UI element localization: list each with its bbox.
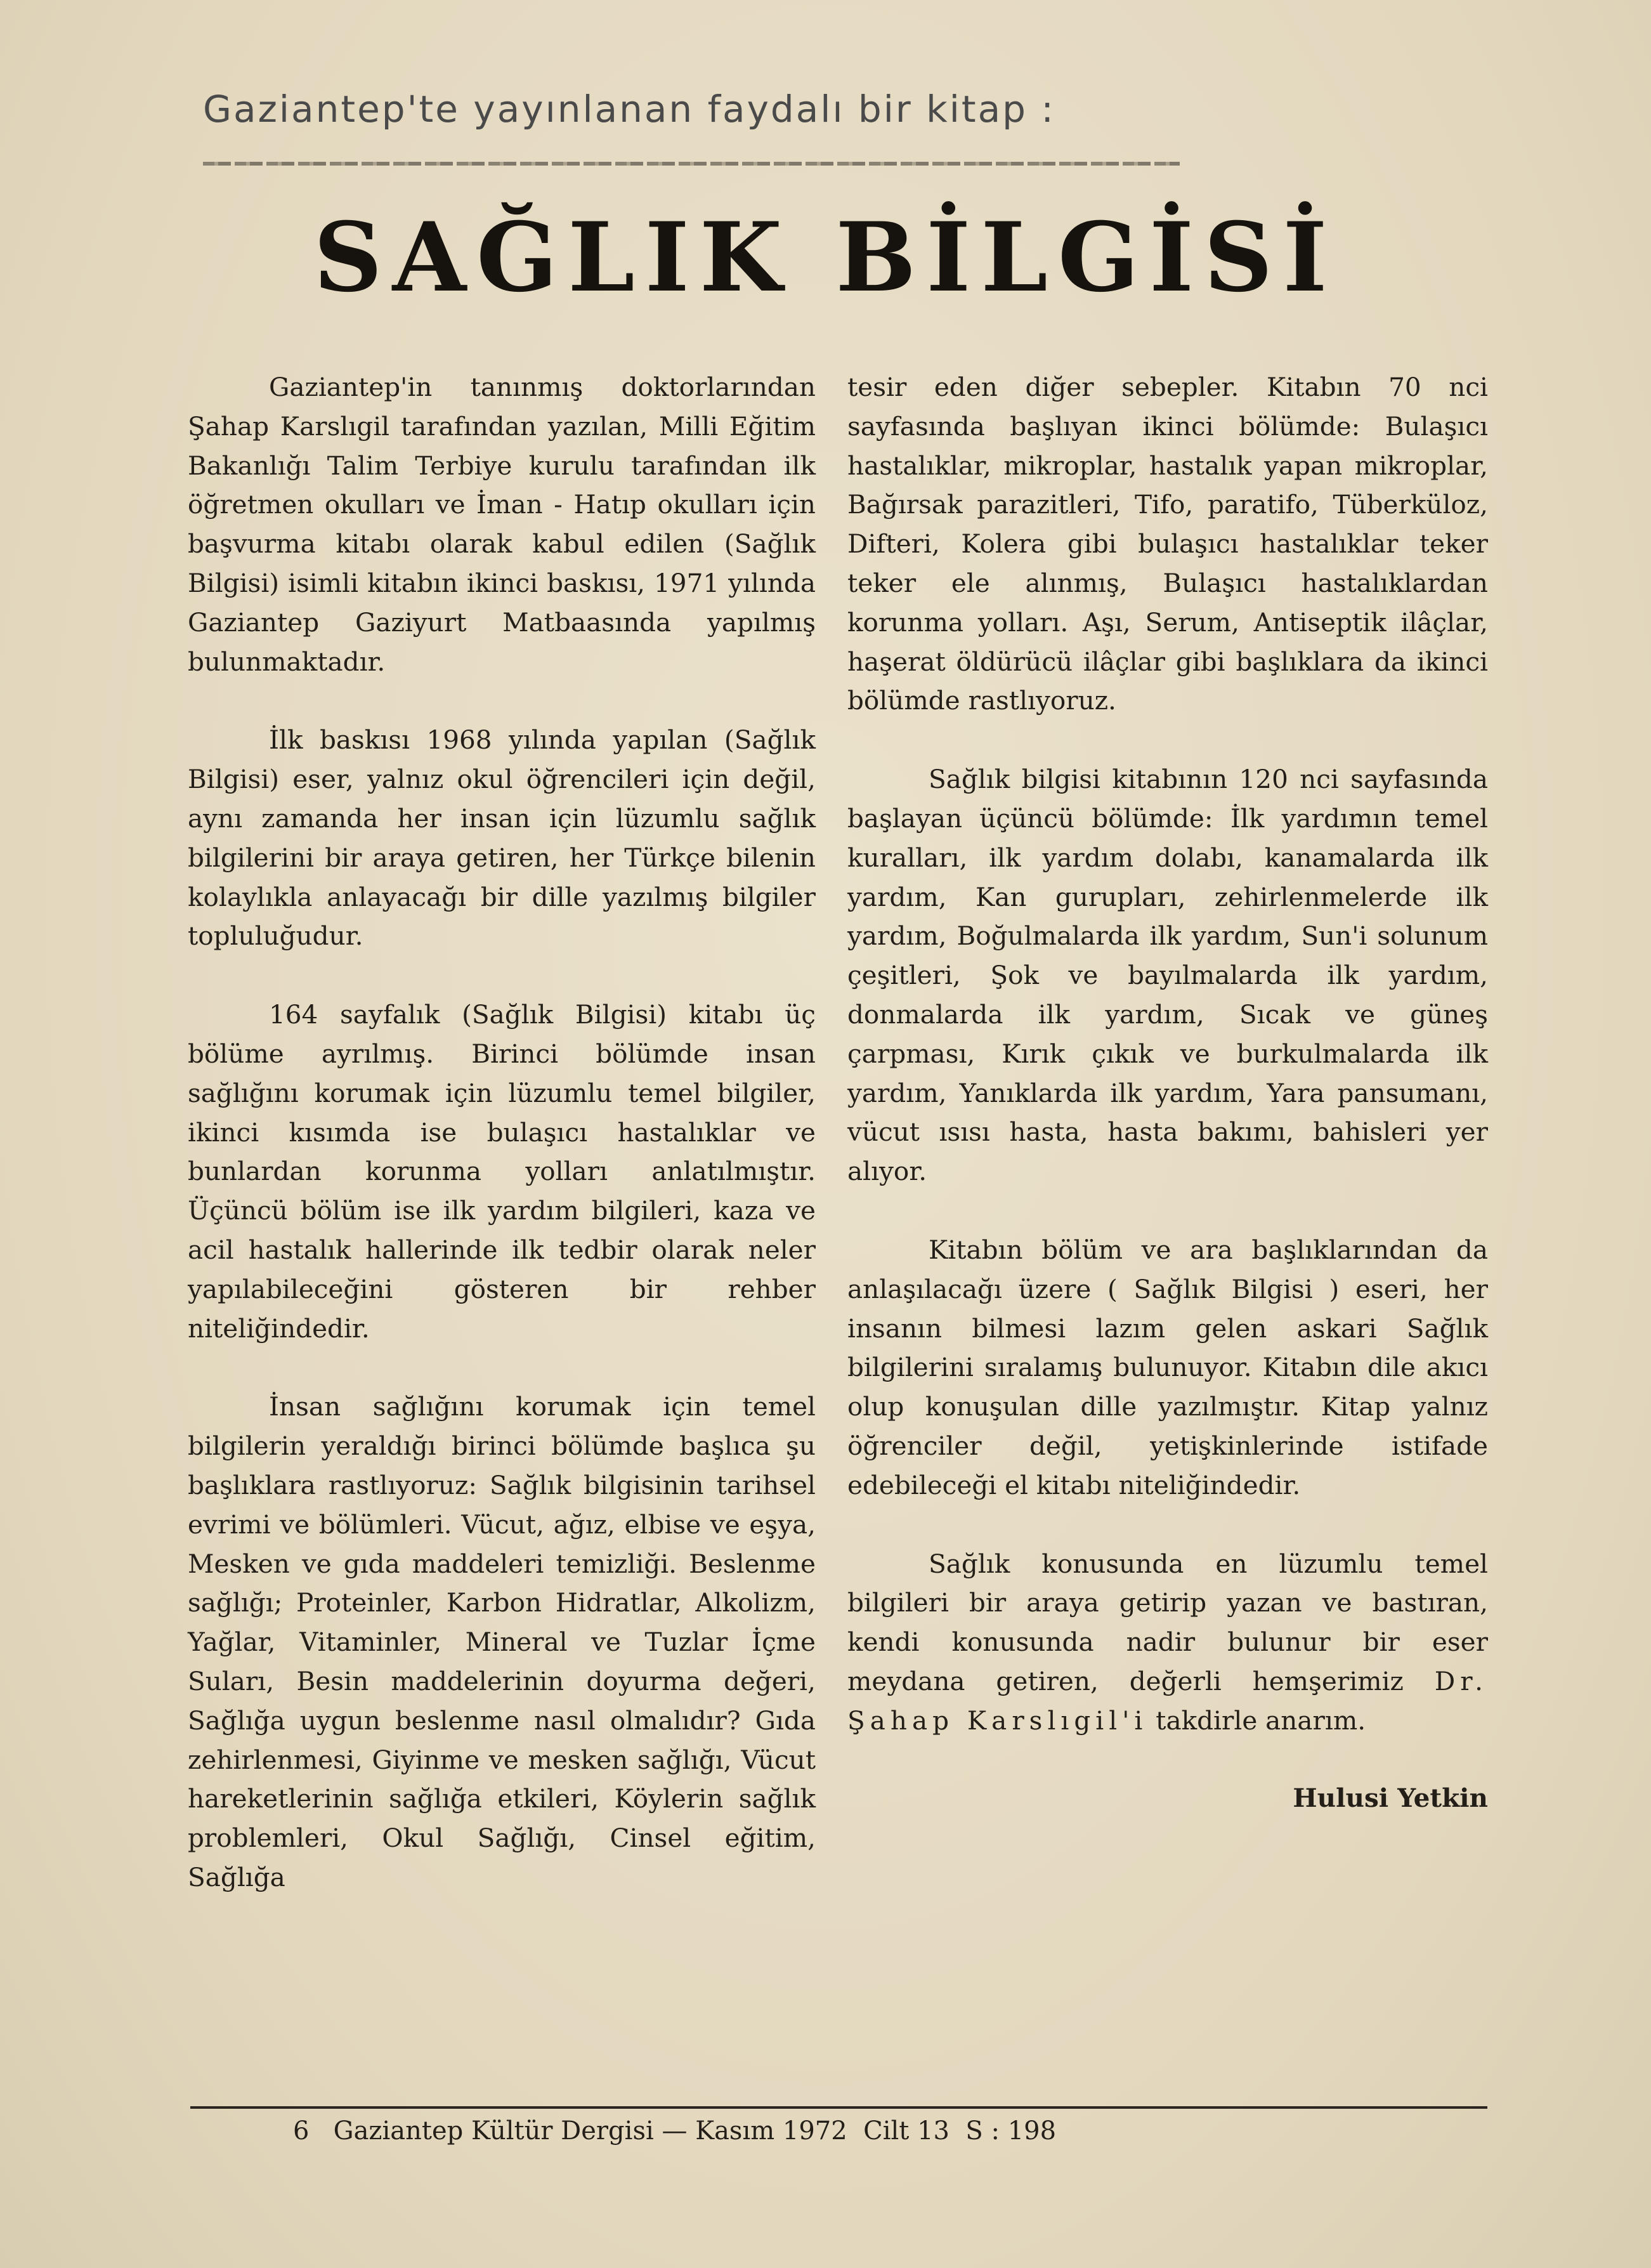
paragraph-text: Sağlık konusunda en lüzumlu temel bilgileri bir araya getirip yazan ve bastıran, kendi konusunda nadir bulunur bir eser meydana getiren, değerli hemşerimiz (847, 1548, 1488, 1696)
paragraph-text: takdirle anarım. (1147, 1705, 1366, 1736)
page-footer (293, 2116, 1435, 2146)
kicker-headline: Gaziantep'te yayınlanan faydalı bir kitap : (203, 88, 1055, 131)
page-number: 6 (293, 2116, 310, 2146)
footer-rule (190, 2106, 1487, 2109)
right-column (847, 368, 1488, 1818)
paragraph: Sağlık bilgisi kitabının 120 nci sayfasında başlayan üçüncü bölümde: İlk yardımın temel kuralları, ilk yardım dolabı, kanamalarda ilk yardım, Kan gurupları, zehirlenmelerde ilk yardım, Boğulmalarda ilk yardım, Sun'i solunum çeşitleri, Şok ve bayılmalarda ilk yardım, donmalarda ilk yardım, Sıcak ve güneş çarpması, Kırık çıkık ve burkulmalarda ilk yardım, Yanıklarda ilk yardım, Yara pansumanı, vücut ısısı hasta, hasta bakımı, bahisleri yer alıyor. (847, 764, 1488, 1187)
honoree-name: Dr. Şahap Karslıgil'i (847, 1665, 1488, 1736)
paragraph: 164 sayfalık (Sağlık Bilgisi) kitabı üç bölüme ayrılmış. Birinci bölümde insan sağlığını korumak için lüzumlu temel bilgiler, ikinci kısımda ise bulaşıcı hastalıklar ve bunlardan korunma yolları anlatılmıştır. Üçüncü bölüm ise ilk yardım bilgileri, kaza ve acil hastalık hallerinde ilk tedbir olarak neler yapılabileceğini gösteren bir rehber niteliğindedir. (188, 999, 816, 1344)
paragraph: Gaziantep'in tanınmış doktorlarından Şahap Karslıgil tarafından yazılan, Milli Eğitim Bakanlığı Talim Terbiye kurulu tarafından ilk öğretmen okulları ve İman - Hatıp okulları için başvurma kitabı olarak kabul edilen (Sağlık Bilgisi) isimli kitabın ikinci baskısı, 1971 yılında Gaziantep Gaziyurt Matbaasında yapılmış bulunmaktadır. (188, 372, 816, 677)
author-signature: Hulusi Yetkin (1293, 1782, 1488, 1813)
kicker-rule (203, 162, 1180, 166)
paragraph: İnsan sağlığını korumak için temel bilgilerin yeraldığı birinci bölümde başlıca şu başlıklara rastlıyoruz: Sağlık bilgisinin tarihsel evrimi ve bölümleri. Vücut, ağız, elbise ve eşya, Mesken ve gıda maddeleri temizliği. Beslenme sağlığı; Proteinler, Karbon Hidratlar, Alkolizm, Yağlar, Vitaminler, Mineral ve Tuzlar İçme Suları, Besin maddelerinin doyurma değeri, Sağlığa uygun beslenme nasıl olmalıdır? Gıda zehirlenmesi, Giyinme ve mesken sağlığı, Vücut hareketlerinin sağlığa etkileri, Köylerin sağlık problemleri, Okul Sağlığı, Cinsel eğitim, Sağlığa (188, 1391, 816, 1892)
paragraph: tesir eden diğer sebepler. Kitabın 70 nci sayfasında başlıyan ikinci bölümde: Bulaşıcı hastalıklar, mikroplar, hastalık yapan mikroplar, Bağırsak parazitleri, Tifo, paratifo, Tüberküloz, Difteri, Kolera gibi bulaşıcı hastalıklar teker teker ele alınmış, Bulaşıcı hastalıklardan korunma yolları. Aşı, Serum, Antiseptik ilâçlar, haşerat öldürücü ilâçlar gibi başlıklara da ikinci bölümde rastlıyoruz. (847, 372, 1488, 716)
paragraph: Kitabın bölüm ve ara başlıklarından da anlaşılacağı üzere ( Sağlık Bilgisi ) eseri, her insanın bilmesi lazım gelen askari Sağlık bilgilerini sıralamış bulunuyor. Kitabın dile akıcı olup konuşulan dille yazılmıştır. Kitap yalnız öğrenciler değil, yetişkinlerinde istifade edebileceği el kitabı niteliğindedir. (847, 1234, 1488, 1500)
paragraph (847, 1545, 1488, 1741)
left-column (188, 368, 816, 1898)
article-title: SAĞLIK BİLGİSİ (313, 202, 1338, 313)
paragraph: İlk baskısı 1968 yılında yapılan (Sağlık Bilgisi) eser, yalnız okul öğrencileri için değil, aynı zamanda her insan için lüzumlu sağlık bilgilerini bir araya getiren, her Türkçe bilenin kolaylıkla anlayacağı bir dille yazılmış bilgiler topluluğudur. (188, 724, 816, 952)
footer-text: Gaziantep Kültür Dergisi — Kasım 1972 Cilt 13 S : 198 (333, 2116, 1057, 2146)
